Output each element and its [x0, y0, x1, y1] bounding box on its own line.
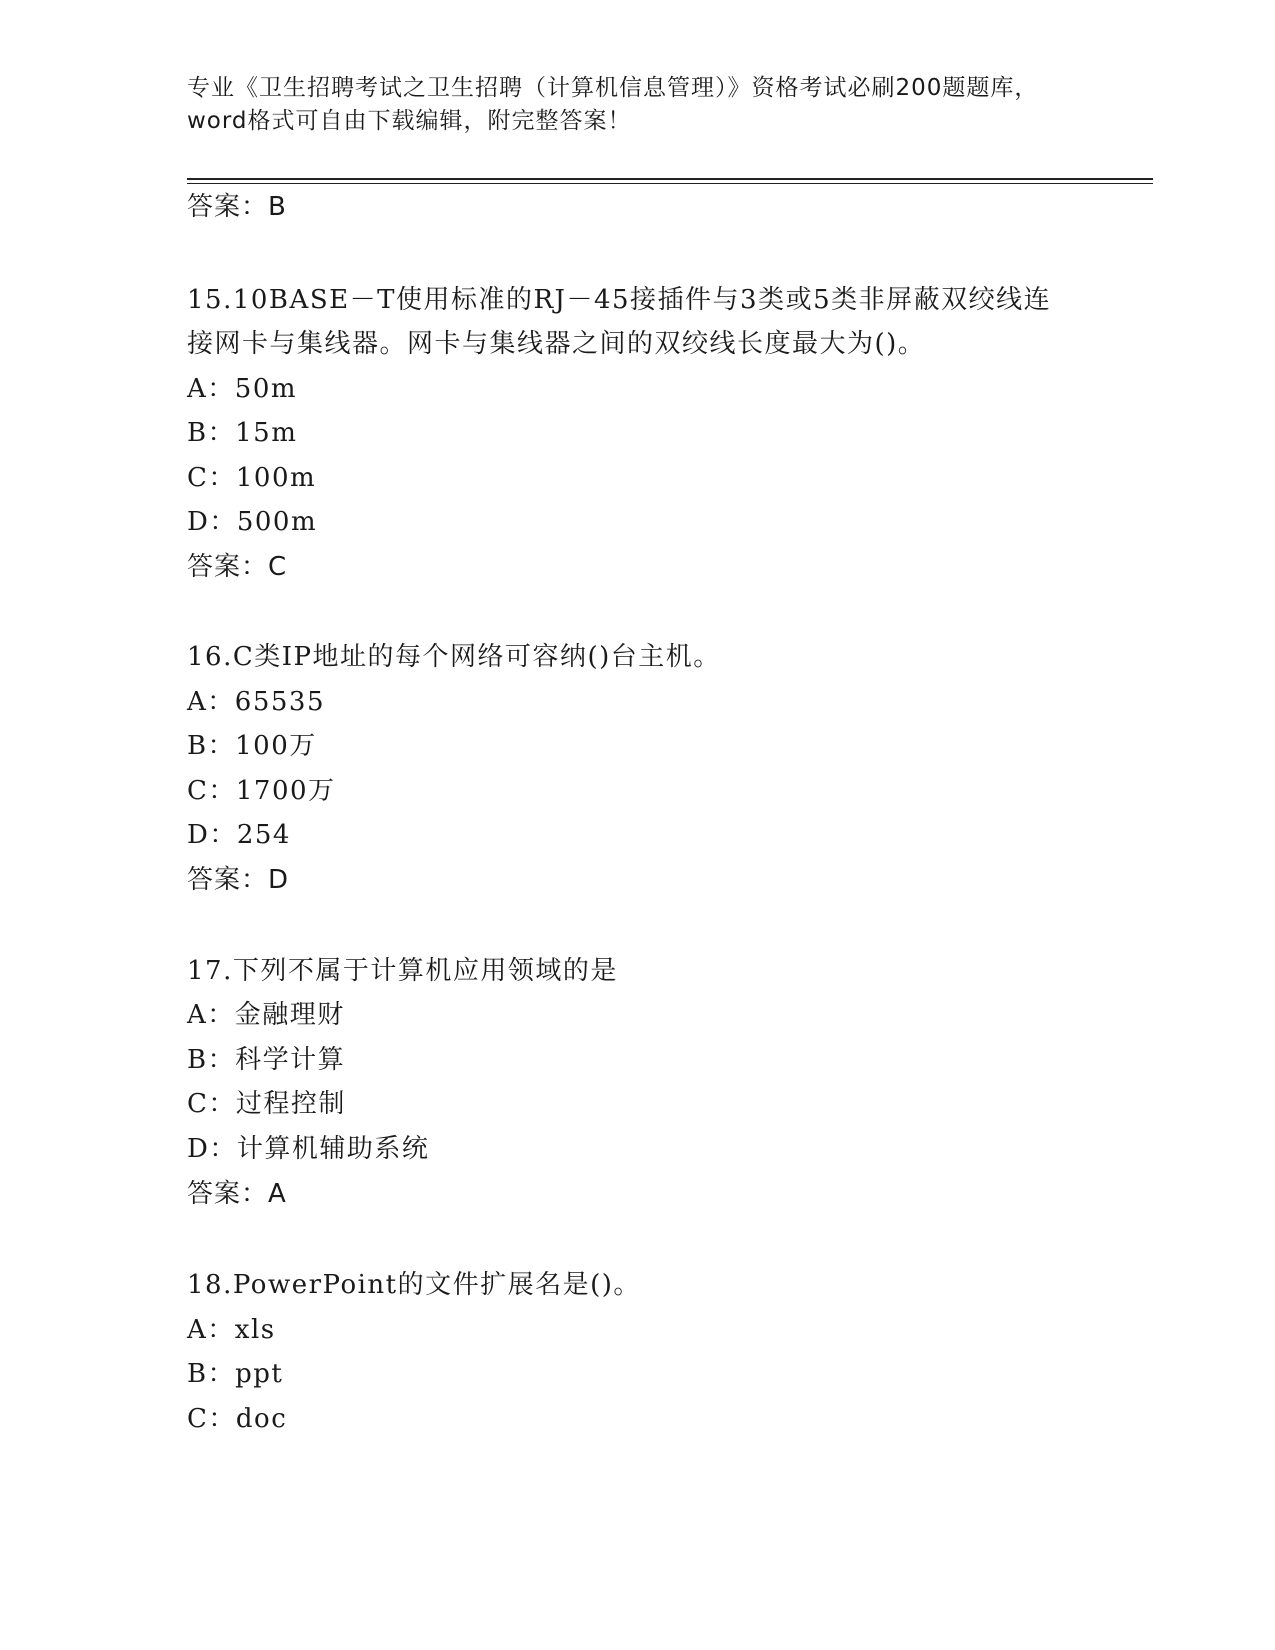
document-header [187, 72, 1107, 138]
q16-option-c: C：1700万 [187, 776, 336, 806]
q17-stem: 17.下列不属于计算机应用领域的是 [187, 956, 618, 986]
q15-stem-line-2: 接网卡与集线器。网卡与集线器之间的双绞线长度最大为()。 [187, 329, 926, 359]
q16-answer: 答案：D [187, 865, 290, 895]
q17-answer: 答案：A [187, 1179, 287, 1209]
q15-answer: 答案：C [187, 552, 288, 582]
q16-option-d: D：254 [187, 820, 291, 850]
q17-option-a: A：金融理财 [187, 1000, 345, 1030]
q15-option-b: B：15m [187, 418, 298, 448]
header-divider-thick [187, 178, 1153, 180]
header-divider-thin [187, 183, 1153, 184]
q17-option-c: C：过程控制 [187, 1089, 346, 1119]
q15-stem-line-1: 15.10BASE－T使用标准的RJ－45接插件与3类或5类非屏蔽双绞线连 [187, 285, 1052, 315]
q15-option-a: A：50m [187, 374, 298, 404]
header-line-2: word格式可自由下载编辑，附完整答案！ [187, 108, 632, 134]
q18-option-a: A：xls [187, 1315, 276, 1345]
prev-answer: 答案：B [187, 192, 287, 222]
header-line-1: 专业《卫生招聘考试之卫生招聘（计算机信息管理）》资格考试必刷200题题库， [187, 75, 1039, 101]
q16-stem: 16.C类IP地址的每个网络可容纳()台主机。 [187, 642, 721, 672]
q18-stem: 18.PowerPoint的文件扩展名是()。 [187, 1270, 641, 1300]
q15-option-d: D：500m [187, 507, 318, 537]
q17-option-b: B：科学计算 [187, 1045, 346, 1075]
q17-option-d: D：计算机辅助系统 [187, 1134, 430, 1164]
q16-option-a: A：65535 [187, 687, 325, 717]
q15-option-c: C：100m [187, 463, 317, 493]
q18-option-b: B：ppt [187, 1359, 284, 1389]
q18-option-c: C：doc [187, 1404, 288, 1434]
q16-option-b: B：100万 [187, 731, 317, 761]
